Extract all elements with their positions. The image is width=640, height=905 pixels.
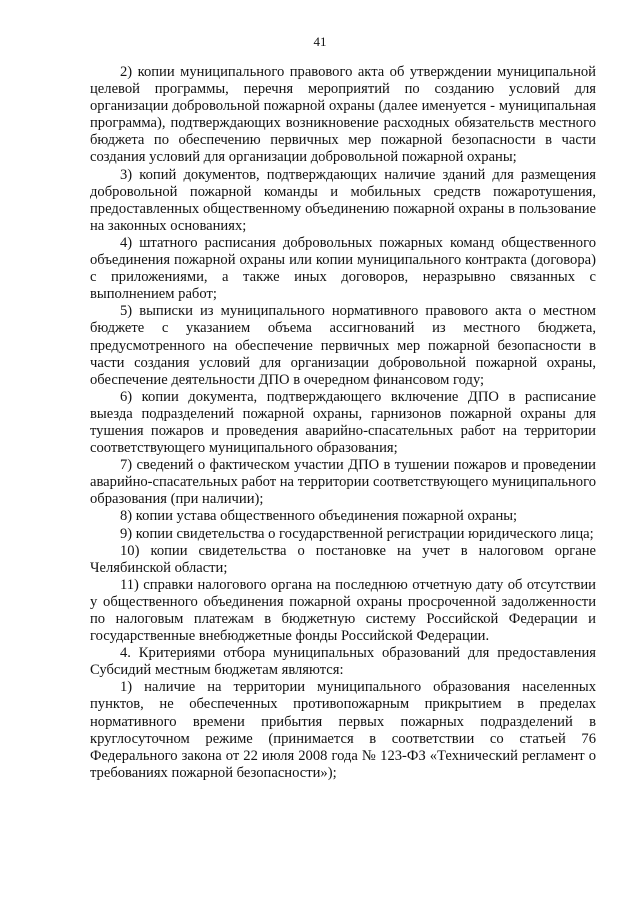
paragraph-item-2: 2) копии муниципального правового акта об утверждении муниципальной целевой программы, перечня мероприятий по созданию условий для организации добровольной пожарной охраны (далее именуется - муниципальная программа), подтверждающих возникновение расходных обязательств местного бюджета по обеспечению первичных мер пожарной безопасности в части создания условий для организации добровольной пожарной охраны; (90, 64, 596, 166)
paragraph-item-9: 9) копии свидетельства о государственной регистрации юридического лица; (120, 525, 594, 542)
paragraph-item-4: 4) штатного расписания добровольных пожарных команд общественного объединения пожарной охраны или копии муниципального контракта (договора) с приложениями, а также иных договоров, неразрывно связанных с выполнением работ; (90, 234, 596, 303)
paragraph-item-3: 3) копий документов, подтверждающих наличие зданий для размещения добровольной пожарной команды и мобильных средств пожаротушения, предоставленных общественному объединению пожарной охраны в пользование на законных основаниях; (90, 166, 596, 234)
paragraph-item-8: 8) копии устава общественного объединения пожарной охраны; (120, 508, 518, 525)
paragraph-item-11: 11) справки налогового органа на последнюю отчетную дату об отсутствии у общественного объединения пожарной охраны просроченной задолженности по налоговым платежам в бюджетную систему Российской Федерации и государственные внебюджетные фонды Российской Федерации. (90, 576, 596, 645)
paragraph-item-6: 6) копии документа, подтверждающего включение ДПО в расписание выезда подразделений пожарной охраны, гарнизонов пожарной охраны для тушения пожаров и проведения аварийно-спасательных работ на территории соответствующего муниципального образования; (90, 388, 596, 457)
paragraph-criterion-1: 1) наличие на территории муниципального образования населенных пунктов, не обеспеченных противопожарным прикрытием в пределах нормативного времени прибытия первых пожарных подразделений в круглосуточном режиме (принимается в соответствии со статьей 76 Федерального закона от 22 июля 2008 года № 123-ФЗ «Технический регламент о требованиях пожарной безопасности»); (90, 679, 596, 781)
document-body (90, 64, 596, 782)
page-number: 41 (313, 34, 327, 49)
paragraph-section-4: 4. Критериями отбора муниципальных образований для предоставления Субсидий местным бюджетам являются: (90, 645, 596, 679)
paragraph-item-10: 10) копии свидетельства о постановке на учет в налоговом органе Челябинской области; (90, 542, 596, 576)
paragraph-item-7: 7) сведений о фактическом участии ДПО в тушении пожаров и проведении аварийно-спасательных работ на территории соответствующего муниципального образования (при наличии); (90, 457, 596, 508)
paragraph-item-5: 5) выписки из муниципального нормативного правового акта о местном бюджете с указанием объема ассигнований из местного бюджета, предусмотренного на обеспечение первичных мер пожарной безопасности в части создания условий для организации добровольной пожарной охраны, обеспечение деятельности ДПО в очередном финансовом году; (90, 303, 596, 388)
